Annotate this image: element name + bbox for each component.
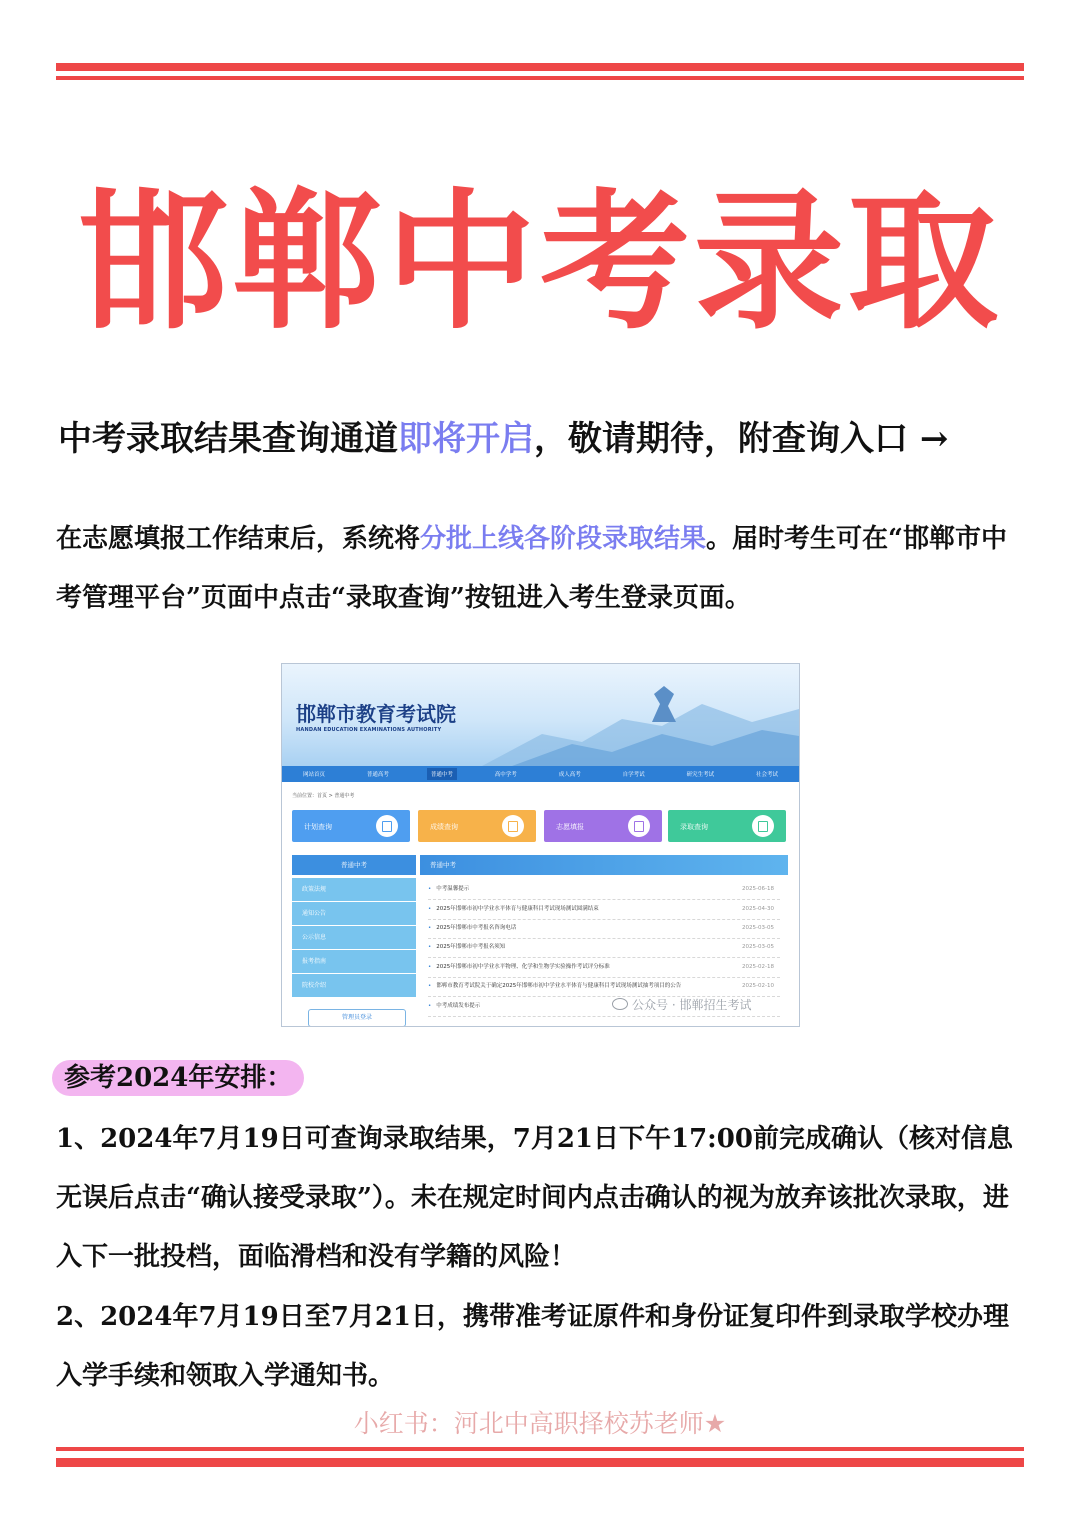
nav-item-yankao[interactable]: 研究生考试 — [686, 772, 715, 778]
tile-admission-label: 录取查询 — [680, 823, 708, 831]
subtitle-part1: 中考录取结果查询通道 — [58, 419, 398, 459]
intro-paragraph — [56, 510, 1026, 628]
site-name: 邯郸市教育考试院 — [296, 702, 456, 726]
reference-label: 参考2024年安排： — [52, 1060, 304, 1096]
news-item[interactable]: • 中考成绩发布提示 — [428, 997, 780, 1017]
news-date: 2025-03-05 — [742, 925, 774, 931]
news-title: 2025年邯郸市中考报名须知 — [436, 944, 506, 950]
tile-plan-label: 计划查询 — [304, 823, 332, 831]
admin-login-button[interactable]: 管理员登录 — [308, 1009, 406, 1027]
website-screenshot — [281, 663, 800, 1027]
news-title: 中考成绩发布提示 — [436, 1003, 481, 1009]
monitor-icon — [628, 815, 650, 837]
breadcrumb: 当前位置：首页 > 普通中考 — [292, 793, 355, 799]
bottom-rule-thin — [56, 1447, 1024, 1451]
news-item[interactable]: • 2025年邯郸市中考报名须知 2025-03-05 — [428, 938, 780, 958]
sidebar-item-guide[interactable]: 报考指南 — [292, 950, 416, 973]
subtitle — [58, 414, 1038, 464]
bottom-rule-thick — [56, 1458, 1024, 1467]
news-item[interactable]: • 邯郸市教育考试院关于确定2025年邯郸市初中学业水平体育与健康科目考试现场测试抽考项目的公告 2025-02-10 — [428, 977, 780, 997]
news-date: 2025-02-18 — [742, 964, 774, 970]
intro-part1: 在志愿填报工作结束后，系统将 — [56, 524, 421, 554]
main-title: 普通中考 — [420, 855, 788, 875]
news-date: 2025-06-18 — [742, 886, 774, 892]
nav-item-home[interactable]: 网站首页 — [302, 772, 325, 778]
news-title: 2025年邯郸市中考报名咨询电话 — [436, 925, 517, 931]
site-nav — [282, 766, 799, 782]
tile-score-query[interactable] — [418, 810, 536, 842]
news-item[interactable]: • 2025年邯郸市中考报名咨询电话 2025-03-05 — [428, 919, 780, 939]
search-doc-icon — [376, 815, 398, 837]
news-date: 2025-04-30 — [742, 906, 774, 912]
top-rule-thick — [56, 63, 1024, 71]
watermark-text: 公众号 · 邯郸招生考试 — [632, 998, 752, 1012]
site-name-en: HANDAN EDUCATION EXAMINATIONS AUTHORITY — [296, 727, 442, 733]
sidebar-item-policy[interactable]: 政策法规 — [292, 878, 416, 901]
tile-admission-query[interactable] — [668, 810, 786, 842]
sidebar-title: 普通中考 — [292, 855, 416, 875]
watermark — [612, 996, 751, 1013]
news-title: 2025年邯郸市初中学业水平体育与健康科目考试现场测试圆满结束 — [436, 906, 599, 912]
sidebar-item-schools[interactable]: 院校介绍 — [292, 974, 416, 997]
search-icon — [752, 815, 774, 837]
news-date: 2025-03-05 — [742, 944, 774, 950]
nav-item-zikao[interactable]: 自学考试 — [622, 772, 645, 778]
page-title: 邯郸中考录取 — [77, 176, 1002, 350]
edit-doc-icon — [502, 815, 524, 837]
news-item[interactable]: • 2025年邯郸市初中学业水平物理、化学和生物学实验操作考试评分标准 2025-02-18 — [428, 958, 780, 978]
item-1: 1、2024年7月19日可查询录取结果，7月21日下午17:00前完成确认（核对信息无误后点击“确认接受录取”）。未在规定时间内点击确认的视为放弃该批次录取，进入下一批投档，面临滑档和没有学籍的风险！ — [56, 1124, 1013, 1272]
news-title: 2025年邯郸市初中学业水平物理、化学和生物学实验操作考试评分标准 — [436, 964, 610, 970]
subtitle-highlight: 即将开启 — [398, 419, 534, 459]
intro-highlight: 分批上线各阶段录取结果 — [420, 524, 707, 554]
news-item[interactable]: • 2025年邯郸市初中学业水平体育与健康科目考试现场测试圆满结束 2025-04-30 — [428, 900, 780, 920]
site-banner — [282, 664, 799, 766]
subtitle-part2: ，敬请期待，附查询入口 → — [534, 419, 949, 459]
footer-credit: 小红书：河北中高职择校苏老师★ — [353, 1409, 727, 1438]
nav-item-zhongkao[interactable]: 普通中考 — [427, 768, 457, 780]
wechat-icon — [612, 998, 628, 1010]
item-2: 2、2024年7月19日至7月21日，携带准考证原件和身份证复印件到录取学校办理入学手续和领取入学通知书。 — [56, 1302, 1009, 1391]
tile-application[interactable] — [544, 810, 662, 842]
nav-item-shehui[interactable]: 社会考试 — [756, 772, 779, 778]
news-date: 2025-02-10 — [742, 983, 774, 989]
tile-score-label: 成绩查询 — [430, 823, 458, 831]
nav-item-gaokao[interactable]: 普通高考 — [366, 772, 389, 778]
nav-item-chengkao[interactable]: 成人高考 — [558, 772, 581, 778]
tile-plan-query[interactable] — [292, 810, 410, 842]
sidebar-item-notice[interactable]: 通知公告 — [292, 902, 416, 925]
news-item[interactable]: • 中考温馨提示 2025-06-18 — [428, 880, 780, 900]
news-title: 中考温馨提示 — [436, 886, 470, 892]
intro-part2: 。届时考生可在“邯郸市中考管理平台”页面中点击“录取查询”按钮进入考生登录页面。 — [56, 524, 1007, 613]
top-rule-thin — [56, 76, 1024, 80]
news-title: 邯郸市教育考试院关于确定2025年邯郸市初中学业水平体育与健康科目考试现场测试抽考项目的公告 — [436, 983, 682, 989]
tile-application-label: 志愿填报 — [556, 823, 584, 831]
sidebar-item-public[interactable]: 公示信息 — [292, 926, 416, 949]
nav-item-xuekao[interactable]: 高中学考 — [494, 772, 517, 778]
